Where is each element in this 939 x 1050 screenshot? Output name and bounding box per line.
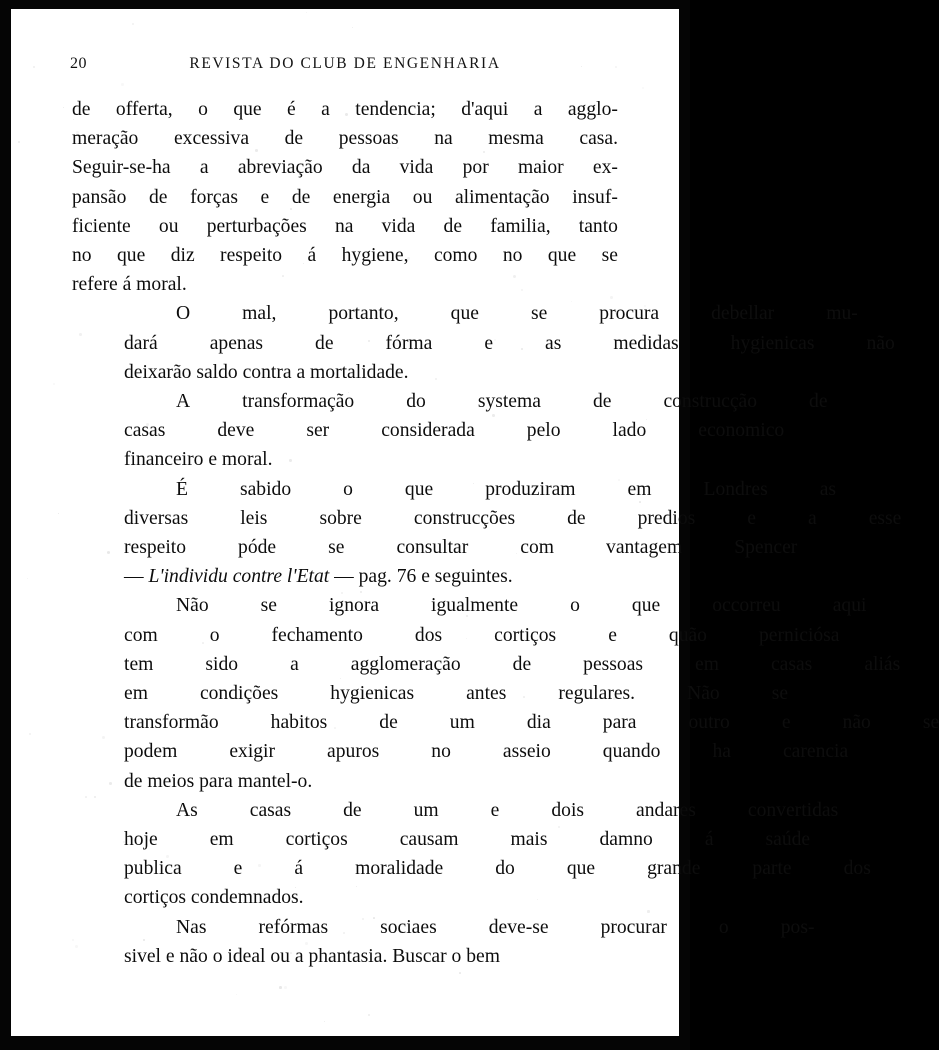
word: habitos xyxy=(270,712,328,734)
text-line xyxy=(72,913,815,942)
word: fechamento xyxy=(271,624,363,646)
word: se xyxy=(260,595,277,617)
word: exigir xyxy=(229,741,276,763)
word: póde xyxy=(238,537,277,559)
word: em xyxy=(209,829,234,851)
word: não xyxy=(866,332,895,354)
word: ou xyxy=(412,186,433,208)
word: na xyxy=(434,128,453,150)
word: apenas xyxy=(209,332,264,354)
word: energia xyxy=(332,186,391,208)
word: pos- xyxy=(780,916,815,938)
text-line xyxy=(72,153,618,182)
text-line: deixarão saldo contra a mortalidade. xyxy=(124,361,409,383)
scan-speck xyxy=(352,27,353,28)
word: alimentação xyxy=(454,186,550,208)
word: andares xyxy=(636,799,696,821)
word: o xyxy=(198,99,208,120)
word: que xyxy=(566,858,596,880)
word: predios xyxy=(637,507,696,529)
word: familia, xyxy=(490,215,551,237)
word: de xyxy=(72,99,91,120)
word: se xyxy=(922,712,939,734)
word: do xyxy=(406,391,426,413)
scan-speck xyxy=(63,107,64,108)
word: ou xyxy=(158,215,179,237)
paragraph xyxy=(72,387,828,475)
word: leis xyxy=(240,507,268,529)
text-line: financeiro e moral. xyxy=(124,449,273,471)
word: pessoas xyxy=(583,653,644,675)
scan-speck xyxy=(368,1014,370,1016)
text-line: refere á moral. xyxy=(72,274,187,296)
word: dia xyxy=(526,712,551,734)
word: Londres xyxy=(703,478,768,500)
word: que xyxy=(233,99,262,120)
word: convertidas xyxy=(747,799,839,821)
text-line xyxy=(72,504,902,533)
word: as xyxy=(545,332,562,354)
word: se xyxy=(328,537,345,559)
paper-sheet xyxy=(11,9,939,1036)
text-line xyxy=(72,533,798,562)
word: mal, xyxy=(242,303,277,325)
body-text-block xyxy=(72,95,939,971)
word: transformão xyxy=(124,712,219,734)
text-line xyxy=(72,679,789,708)
scan-speck xyxy=(132,23,134,25)
word: procurar xyxy=(600,916,667,938)
word: sobre xyxy=(319,507,362,529)
word: Seguir-se-ha xyxy=(72,157,171,179)
text-line xyxy=(72,737,849,766)
word: do xyxy=(495,858,515,880)
word: perniciósa xyxy=(758,624,840,646)
word: quão xyxy=(668,624,707,646)
running-head xyxy=(11,55,679,79)
word: de xyxy=(809,391,828,413)
scan-speck xyxy=(279,986,282,989)
word: transformação xyxy=(242,391,355,413)
word: em xyxy=(695,653,719,675)
word: em xyxy=(124,683,148,705)
word: insuf- xyxy=(572,186,618,208)
word: não xyxy=(842,712,871,734)
word: casa. xyxy=(579,128,618,150)
word: quando xyxy=(602,741,661,763)
word: hygienicas xyxy=(330,683,415,705)
word: o xyxy=(209,624,220,646)
scan-speck xyxy=(306,12,307,13)
word: por xyxy=(462,157,489,179)
word: dos xyxy=(843,858,871,880)
paragraph xyxy=(72,796,871,913)
word: moralidade xyxy=(355,858,444,880)
word: antes xyxy=(466,683,507,705)
word: o xyxy=(570,595,580,617)
word: procura xyxy=(599,303,660,325)
word: outro xyxy=(688,712,730,734)
scan-speck xyxy=(642,87,644,89)
word: hygiene, xyxy=(341,245,409,267)
paragraph xyxy=(72,95,618,299)
word: carencia xyxy=(782,741,849,763)
word: cortiços xyxy=(285,829,348,851)
text-line xyxy=(72,212,618,241)
word: offerta, xyxy=(115,99,173,120)
text-line xyxy=(72,241,618,270)
word: a xyxy=(321,99,330,120)
word: sociaes xyxy=(380,916,437,938)
word: um xyxy=(449,712,475,734)
word: Spencer xyxy=(734,537,798,559)
word: a xyxy=(199,157,209,179)
text-line xyxy=(72,708,939,737)
word: de xyxy=(149,186,168,208)
word: á xyxy=(307,245,317,267)
text-line xyxy=(72,796,839,825)
word: O xyxy=(176,303,191,325)
scan-speck xyxy=(121,83,124,86)
word: vida xyxy=(381,215,416,237)
word: regulares. xyxy=(558,683,636,705)
word: grande xyxy=(647,858,701,880)
word: casas xyxy=(124,420,166,442)
word: portanto, xyxy=(328,303,399,325)
word: de xyxy=(291,186,311,208)
word: sido xyxy=(205,653,239,675)
word: é xyxy=(287,99,296,120)
word: de xyxy=(343,799,362,821)
word: dois xyxy=(551,799,585,821)
word: em xyxy=(627,478,652,500)
word: agglo- xyxy=(567,99,618,120)
word: respeito xyxy=(124,537,187,559)
word: a xyxy=(807,507,817,529)
word: para xyxy=(602,712,637,734)
word: systema xyxy=(477,391,541,413)
word: construcção xyxy=(663,391,758,413)
word: um xyxy=(413,799,439,821)
word: com xyxy=(520,537,555,559)
word: sabido xyxy=(239,478,292,500)
page-number: 20 xyxy=(70,55,87,72)
word: deve xyxy=(217,420,255,442)
word: asseio xyxy=(502,741,551,763)
text-line xyxy=(72,650,901,679)
scan-speck xyxy=(58,513,59,514)
word: Nas xyxy=(176,916,207,938)
word: ignora xyxy=(328,595,380,617)
word: fórma xyxy=(385,332,433,354)
word: publica xyxy=(124,858,182,880)
word: maior xyxy=(517,157,564,179)
word: considerada xyxy=(381,420,475,442)
word: da xyxy=(351,157,371,179)
word: perturbações xyxy=(206,215,307,237)
word: respeito xyxy=(220,245,283,267)
text-line: sivel e não o ideal ou a phantasia. Buscar o bem xyxy=(124,945,500,967)
word: tanto xyxy=(578,215,618,237)
word: excessiva xyxy=(173,128,250,150)
word: consultar xyxy=(396,537,469,559)
citation-title: L'individu contre l'Etat xyxy=(148,566,330,588)
word: que xyxy=(404,478,434,500)
word: pessoas xyxy=(338,128,399,150)
word: lado xyxy=(612,420,647,442)
word: e xyxy=(747,507,756,529)
word: no xyxy=(72,245,92,267)
scan-speck xyxy=(29,733,31,735)
text-line: de meios para mantel-o. xyxy=(124,770,313,792)
word: que xyxy=(631,595,661,617)
word: hygienicas xyxy=(730,332,815,354)
word: a xyxy=(290,653,299,675)
word: parte xyxy=(752,858,792,880)
word: deve-se xyxy=(488,916,549,938)
scan-speck xyxy=(236,994,237,995)
word: aqui xyxy=(832,595,867,617)
word: igualmente xyxy=(431,595,519,617)
word: com xyxy=(124,624,158,646)
word: medidas xyxy=(613,332,679,354)
word: á xyxy=(294,858,304,880)
text-line xyxy=(72,475,837,504)
text-line xyxy=(72,329,895,358)
word: condições xyxy=(199,683,279,705)
word: se xyxy=(530,303,548,325)
scan-speck xyxy=(27,578,28,579)
word: e xyxy=(490,799,500,821)
citation-dash-before: — xyxy=(124,566,149,588)
word: de xyxy=(512,653,532,675)
paragraph xyxy=(72,591,939,795)
scan-speck xyxy=(18,141,20,143)
text-line xyxy=(72,124,618,153)
word: de xyxy=(443,215,463,237)
word: É xyxy=(176,478,188,500)
scan-speck xyxy=(459,972,461,974)
text-line xyxy=(72,387,828,416)
word: economico xyxy=(698,420,785,442)
word: de xyxy=(567,507,586,529)
word: que xyxy=(117,245,146,267)
word: de xyxy=(379,712,398,734)
word: d'aqui xyxy=(461,99,509,120)
word: ex- xyxy=(592,157,618,179)
word: dos xyxy=(414,624,443,646)
word: que xyxy=(547,245,577,267)
word: vida xyxy=(399,157,434,179)
scan-speck xyxy=(284,986,287,989)
text-line xyxy=(72,95,618,124)
paragraph xyxy=(72,913,815,971)
word: vantagem xyxy=(606,537,683,559)
word: refórmas xyxy=(258,916,329,938)
word: pelo xyxy=(526,420,561,442)
word: e xyxy=(781,712,791,734)
word: como xyxy=(433,245,478,267)
text-line xyxy=(72,621,840,650)
word: a xyxy=(533,99,543,120)
word: se xyxy=(771,683,789,705)
word: de xyxy=(592,391,612,413)
word: debellar xyxy=(711,303,775,325)
text-line xyxy=(72,854,871,883)
paragraph xyxy=(72,299,895,387)
word: aliás xyxy=(864,653,901,675)
word: diz xyxy=(170,245,195,267)
word: causam xyxy=(399,829,459,851)
word: Não xyxy=(176,595,209,617)
word: que xyxy=(450,303,479,325)
word: podem xyxy=(124,741,178,763)
word: produziram xyxy=(485,478,576,500)
word: occorreu xyxy=(712,595,781,617)
text-line xyxy=(72,416,785,445)
word: diversas xyxy=(124,507,189,529)
word: ficiente xyxy=(72,215,131,237)
word: As xyxy=(176,799,198,821)
word: ha xyxy=(712,741,731,763)
paragraph xyxy=(72,475,902,592)
word: cortiços xyxy=(494,624,557,646)
word: saúde xyxy=(765,829,811,851)
text-line xyxy=(72,562,618,591)
text-line xyxy=(72,299,858,328)
word: se xyxy=(601,245,618,267)
word: casas xyxy=(770,653,813,675)
text-line: cortiços condemnados. xyxy=(124,887,304,909)
word: A xyxy=(176,391,191,413)
text-line xyxy=(72,591,867,620)
word: Não xyxy=(687,683,720,705)
scan-speck xyxy=(53,383,55,385)
word: esse xyxy=(868,507,902,529)
word: mu- xyxy=(826,303,858,325)
word: e xyxy=(484,332,494,354)
word: casas xyxy=(249,799,292,821)
running-head-title: REVISTA DO CLUB DE ENGENHARIA xyxy=(189,55,501,72)
word: de xyxy=(284,128,304,150)
word: o xyxy=(343,478,353,500)
text-line xyxy=(72,183,618,212)
word: dará xyxy=(124,332,158,354)
scan-speck xyxy=(324,1021,325,1022)
word: meração xyxy=(72,128,139,150)
word: pansão xyxy=(72,186,127,208)
word: á xyxy=(704,829,714,851)
word: no xyxy=(502,245,523,267)
word: de xyxy=(315,332,334,354)
word: mesma xyxy=(488,128,544,150)
text-line xyxy=(72,825,811,854)
citation-tail: — pag. 76 e seguintes. xyxy=(329,566,513,588)
word: as xyxy=(819,478,837,500)
word: apuros xyxy=(327,741,380,763)
word: ser xyxy=(306,420,330,442)
word: tem xyxy=(124,653,154,675)
word: agglomeração xyxy=(350,653,461,675)
word: na xyxy=(334,215,354,237)
word: damno xyxy=(599,829,653,851)
word: tendencia; xyxy=(355,99,436,120)
word: no xyxy=(431,741,451,763)
word: e xyxy=(608,624,617,646)
word: hoje xyxy=(124,829,158,851)
word: forças xyxy=(190,186,238,208)
word: e xyxy=(233,858,243,880)
word: abreviação xyxy=(237,157,323,179)
word: construcções xyxy=(413,507,516,529)
word: e xyxy=(260,186,270,208)
word: mais xyxy=(510,829,548,851)
word: o xyxy=(718,916,729,938)
